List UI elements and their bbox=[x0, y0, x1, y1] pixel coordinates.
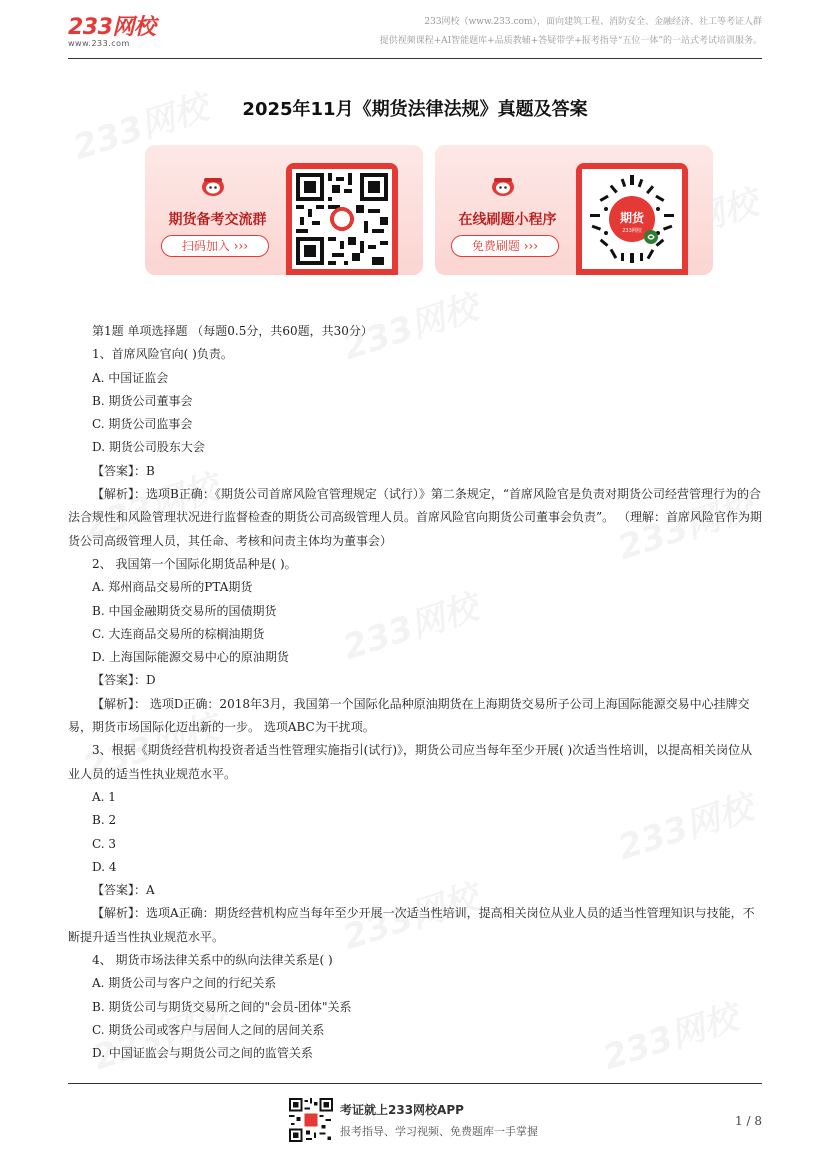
footer-title: 考证就上233网校APP bbox=[340, 1103, 464, 1117]
option-c[interactable]: C. 大连商品交易所的棕榈油期货 bbox=[92, 626, 265, 641]
question-stem: 1、首席风险官向( )负责。 bbox=[92, 347, 233, 362]
page-title: 2025年11月《期货法律法规》真题及答案 bbox=[242, 99, 588, 120]
button-label: 扫码加入 bbox=[181, 239, 230, 253]
promo-card-title: 期货备考交流群 bbox=[168, 212, 267, 228]
promo-card-miniprogram[interactable] bbox=[435, 145, 713, 275]
tagline-line-1: 233网校（www.233.com），面向建筑工程、消防安全、金融经济、社工等考证人群 bbox=[424, 17, 762, 27]
option-b[interactable]: B. 期货公司董事会 bbox=[92, 393, 193, 408]
tagline-line-2: 提供视频课程+AI智能题库+品质教辅+答疑带学+报考指导“五位一体”的一站式考试培训服务。 bbox=[379, 36, 762, 46]
question-stem: 4、 期货市场法律关系中的纵向法律关系是( ) bbox=[92, 953, 333, 968]
analysis: 【解析】：选项B正确：《期货公司首席风险官管理规定（试行）》第二条规定，“首席风险官是负责对期货公司经营管理行为的合法合规性和风险管理状况进行监督检查的期货公司高级管理人员。首席风险官向期货公司董事会负责”。 （理解：首席风险官作为期货公司高级管理人员，其任命、考核和问责主体均为董事会） bbox=[68, 487, 762, 548]
join-group-button[interactable] bbox=[161, 235, 269, 257]
page-header bbox=[68, 10, 762, 60]
miniprogram-icon bbox=[582, 169, 682, 269]
mascot-icon bbox=[200, 175, 226, 197]
option-c[interactable]: C. 期货公司监事会 bbox=[92, 417, 193, 432]
option-a[interactable]: A. 期货公司与客户之间的行纪关系 bbox=[92, 976, 277, 991]
chevron-right-icon: ››› bbox=[233, 239, 249, 253]
logo-text: 233网校 bbox=[68, 15, 156, 40]
promo-card-title: 在线刷题小程序 bbox=[458, 212, 557, 228]
question-stem: 2、 我国第一个国际化期货品种是( )。 bbox=[92, 556, 297, 571]
answer: 【答案】：B bbox=[92, 463, 155, 478]
promo-card-group[interactable] bbox=[145, 145, 423, 275]
question-stem: 3、根据《期货经营机构投资者适当性管理实施指引(试行)》，期货公司应当每年至少开展( )次适当性培训，以提高相关岗位从业人员的适当性执业规范水平。 bbox=[68, 743, 753, 781]
answer: 【答案】：A bbox=[92, 883, 155, 898]
footer-subtitle: 报考指导、学习视频、免费题库一手掌握 bbox=[340, 1125, 538, 1138]
option-b[interactable]: B. 期货公司与期货交易所之间的"会员-团体"关系 bbox=[92, 999, 352, 1014]
qr-code-icon[interactable] bbox=[287, 1096, 335, 1144]
option-d[interactable]: D. 上海国际能源交易中心的原油期货 bbox=[92, 650, 289, 665]
analysis: 【解析】：选项A正确：期货经营机构应当每年至少开展一次适当性培训，提高相关岗位从业人员的适当性管理知识与技能，不断提升适当性执业规范水平。 bbox=[68, 906, 755, 944]
option-c[interactable]: C. 3 bbox=[92, 836, 117, 851]
section-header: 第1题 单项选择题 （每题0.5分，共60题，共30分） bbox=[92, 324, 373, 338]
qr-frame bbox=[576, 163, 688, 275]
chevron-right-icon: ››› bbox=[523, 239, 539, 253]
qr-frame bbox=[286, 163, 398, 275]
button-label: 免费刷题 bbox=[471, 239, 520, 253]
qr-code-icon bbox=[292, 169, 392, 269]
free-practice-button[interactable] bbox=[451, 235, 559, 257]
option-a[interactable]: A. 中国证监会 bbox=[92, 370, 169, 385]
option-b[interactable]: B. 中国金融期货交易所的国债期货 bbox=[92, 603, 277, 618]
badge-label: 期货 bbox=[619, 211, 645, 225]
option-d[interactable]: D. 4 bbox=[92, 859, 117, 874]
question-content bbox=[68, 320, 762, 1066]
logo bbox=[68, 10, 155, 48]
option-d[interactable]: D. 中国证监会与期货公司之间的监管关系 bbox=[92, 1046, 313, 1061]
analysis: 【解析】： 选项D正确：2018年3月，我国第一个国际化品种原油期货在上海期货交易所子公司上海国际能源交易中心挂牌交易，期货市场国际化迈出新的一步。 选项ABC为干扰项。 bbox=[68, 696, 750, 735]
page-number: 1 / 8 bbox=[735, 1114, 762, 1128]
logo-url: www.233.com bbox=[68, 39, 130, 48]
option-a[interactable]: A. 1 bbox=[92, 789, 116, 804]
badge-sub-label: 233网校 bbox=[622, 228, 642, 234]
footer-divider bbox=[68, 1083, 762, 1084]
option-d[interactable]: D. 期货公司股东大会 bbox=[92, 440, 205, 455]
option-c[interactable]: C. 期货公司或客户与居间人之间的居间关系 bbox=[92, 1022, 325, 1037]
header-tagline bbox=[380, 13, 762, 51]
option-a[interactable]: A. 郑州商品交易所的PTA期货 bbox=[92, 580, 253, 595]
mascot-icon bbox=[490, 175, 516, 197]
header-divider bbox=[68, 58, 762, 59]
option-b[interactable]: B. 2 bbox=[92, 813, 117, 828]
answer: 【答案】：D bbox=[92, 673, 156, 688]
